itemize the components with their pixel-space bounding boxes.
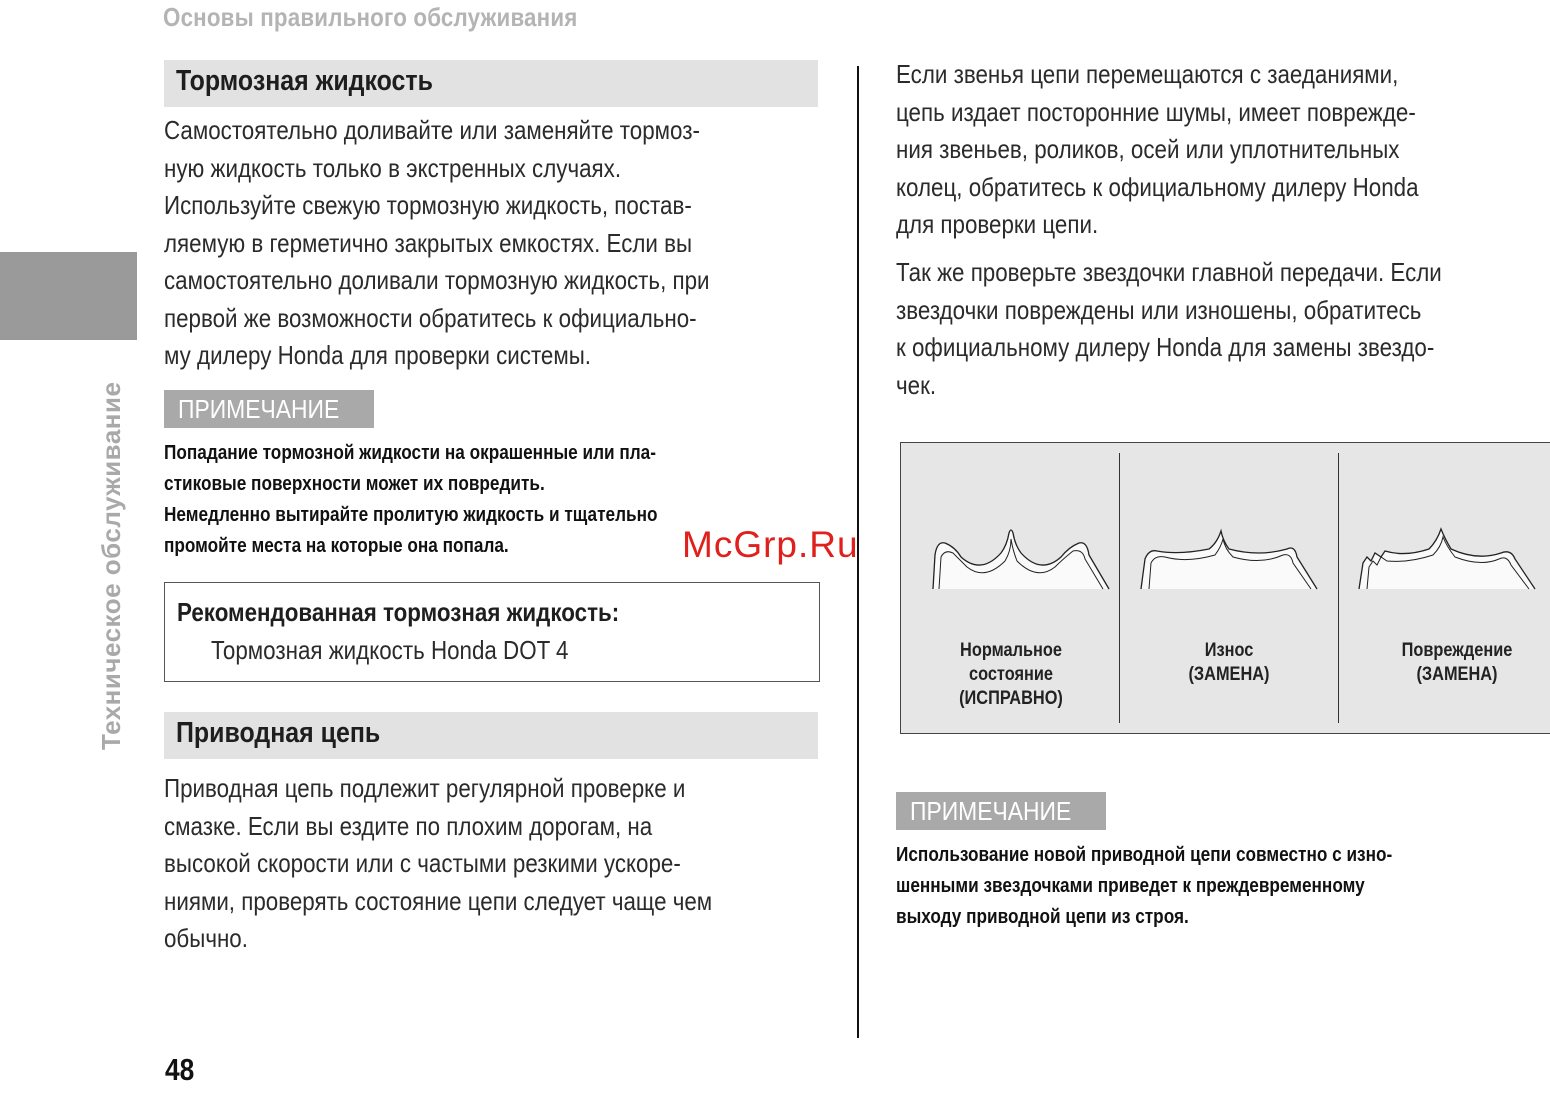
drive-chain-heading: Приводная цепь xyxy=(164,712,818,759)
recommended-fluid-value: Тормозная жидкость Honda DOT 4 xyxy=(211,635,569,665)
drive-chain-body: Приводная цепь подлежит регулярной проверке и смазке. Если вы ездите по плохим дорогам, на высокой скорости или с частыми резкими ускоре- ниями, проверять состояние цепи следует чаще чем обычно. xyxy=(164,773,713,953)
sprocket-normal-illustration xyxy=(931,527,1111,597)
diagram-divider xyxy=(1119,453,1120,723)
caption-damaged: Повреждение (ЗАМЕНА) xyxy=(1401,640,1513,685)
sprocket-check-text: Так же проверьте звездочки главной передачи. Если звездочки повреждены или изношены, обратитесь к официальному дилеру Honda для замены звездо- чек. xyxy=(896,257,1442,400)
chain-inspection-text: Если звенья цепи перемещаются с заеданиями, цепь издает посторонние шумы, имеет поврежде- ния звеньев, роликов, осей или уплотнительных колец, обратитесь к официальному дилеру Honda для проверки цепи. xyxy=(896,59,1419,239)
brake-note-badge: ПРИМЕЧАНИЕ xyxy=(164,390,374,428)
side-tab-marker xyxy=(0,252,137,340)
sprocket-damaged-illustration xyxy=(1357,527,1537,597)
sprocket-worn-illustration xyxy=(1139,527,1319,597)
caption-normal: Нормальное состояние (ИСПРАВНО) xyxy=(959,640,1063,709)
brake-fluid-body: Самостоятельно доливайте или заменяйте тормоз- ную жидкость только в экстренных случаях. Используйте свежую тормозную жидкость, постав- ляемую в герметично закрытых емкостях. Если вы самостоятельно доливали тормозную жидкость, при первой же возможности обратитесь к официально- му дилеру Honda для проверки системы. xyxy=(164,115,710,370)
brake-note-text: Попадание тормозной жидкости на окрашенные или пла- стиковые поверхности может их повредить. Немедленно вытирайте пролитую жидкость и тщательно промойте места на которые она попала. xyxy=(164,442,658,557)
recommended-fluid-box xyxy=(164,582,820,682)
chain-note-badge: ПРИМЕЧАНИЕ xyxy=(896,792,1106,830)
chain-note-text: Использование новой приводной цепи совместно с изно- шенными звездочками приведет к преждевременному выходу приводной цепи из строя. xyxy=(896,844,1393,928)
running-header: Основы правильного обслуживания xyxy=(163,2,578,32)
recommended-fluid-title: Рекомендованная тормозная жидкость: xyxy=(177,597,620,627)
caption-worn: Износ (ЗАМЕНА) xyxy=(1188,640,1270,685)
sprocket-wear-diagram xyxy=(900,442,1550,734)
page-number: 48 xyxy=(165,1052,195,1087)
side-section-label: Техническое обслуживание xyxy=(96,381,126,750)
diagram-divider xyxy=(1338,453,1339,723)
brake-fluid-heading: Тормозная жидкость xyxy=(164,60,818,107)
watermark: McGrp.Ru xyxy=(682,524,859,565)
